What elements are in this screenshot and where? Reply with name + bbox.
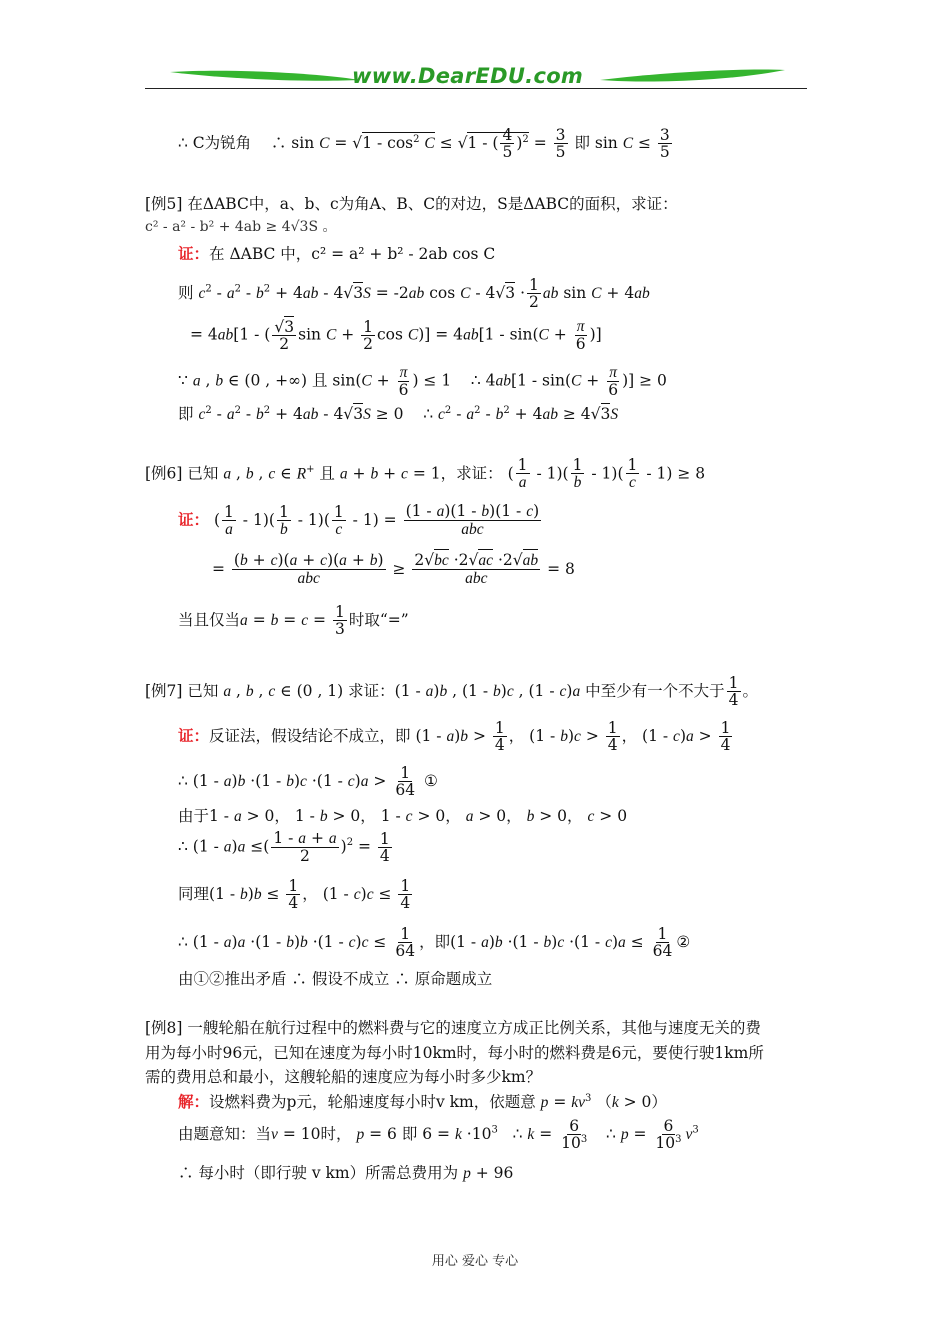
example-5-goal: c² - a² - b² + 4ab ≥ 4√3S 。 [145,219,337,235]
header-divider [145,88,807,89]
example-6-equality: 当且仅当a = b = c = $\frac{1}{3}$ 时取“=” [178,603,409,639]
example-5-proof-line2: 则 $c^2 - a^2 - b^2 + 4ab - 4√3S = -2ab$ cos C - 4√3 · $\frac{1}{2}$ ab sin C + 4ab [178,276,650,312]
example-8-line1: [例8] 一艘轮船在航行过程中的燃料费与它的速度立方成正比例关系，其他与速度无关的费 [145,1019,761,1037]
example-7-proof-line5: 同理(1 - b)b ≤ $\frac{1}{4}$ ， (1 - c)c ≤ $\frac{1}{4}$ [178,877,411,913]
example-5-proof-line4: ∵ a , b ∈ (0 , +∞) 且 sin(C + $\frac{\pi}{6}$ ) ≤ 1 ∴ 4ab[1 - sin(C + $\frac{\pi}{6}$ )] ≥ 0 [178,364,667,400]
acute-angle-line: ∴ C为锐角 ∴ $\sin C = √1 - \cos^2 C \le √1$ - ( $\frac{4}{5}$ )$^2$ = $\frac{3}{5}$ 即 sin C ≤ $\frac{3}{5}$ [178,126,670,162]
proof-label: 证： [178,725,210,745]
example-6-proof-line2: = $\frac{(b + c)(a + c)(a + b)}{\text{abc}}$ ≥ $\frac{2√bc \cdot 2√ac \cdot 2√ab}{\text{abc}}$ = 8 [212,551,575,588]
example-8-line3: 需的费用总和最小，这艘轮船的速度应为每小时多少km？ [145,1068,542,1086]
example-5-proof-line1: 证：在 ΔABC 中，c² = a² + b² - 2ab cos C [178,244,496,263]
proof-label: 证： [178,509,210,529]
example-8-solution-line2: 由题意知：当v = 10时， p = 6 即 $6 = k \cdot 10^3$ ∴ k = $\frac{6}{10^3}$ ∴ p = $\frac{6}{10^3}$ $v^3$ [178,1117,699,1153]
example-7-proof-line3: 由于1 - a > 0， 1 - b > 0， 1 - c > 0， a > 0， b > 0， c > 0 [178,807,628,825]
example-8-solution-line1: 解：设燃料费为p元，轮船速度每小时v km，依题意 $p = kv^3$ （k > 0） [178,1092,667,1112]
example-7-conclusion: 由①②推出矛盾 ∴ 假设不成立 ∴ 原命题成立 [178,970,493,988]
acute-angle-text: ∴ C为锐角 [178,133,252,152]
example-6-proof-line1: 证： ( $\frac{1}{a}$ - 1)( $\frac{1}{b}$ - 1)( $\frac{1}{c}$ - 1) = $\frac{(1 - a)(1 - b)(1 - c)}{\text{abc}}$ [178,502,540,539]
example-5-title: [例5] 在ΔABC中，a、b、c为角A、B、C的对边，S是ΔABC的面积，求证： [145,195,678,213]
example-7-proof-line6: ∴ (1 - a)a ·(1 - b)b ·(1 - c)c ≤ $\frac{1}{64}$ ，即(1 - a)b ·(1 - b)c ·(1 - c)a ≤ $\frac{1}{64}$ ② [178,925,691,961]
proof-label: 证： [178,244,210,263]
example-5-proof-line5: 即 $c^2 - a^2 - b^2 + 4ab - 4√3S \ge 0$ ∴ $c^2 - a^2 - b^2 + 4ab \ge 4√3S$ [178,405,619,424]
example-7-proof-line4: ∴ (1 - a)a ≤( $\frac{1 - a + a}{2}$ )$^2$ = $\frac{1}{4}$ [178,829,390,866]
example-5-proof-line3: = 4ab[1 - ( $\frac{√3}{2}$ sin C + $\frac{1}{2}$ cos C)] = 4ab[1 - sin(C + $\frac{\pi}{6}$ )] [190,317,602,354]
example-7-proof-line2: ∴ (1 - a)b ·(1 - b)c ·(1 - c)a > $\frac{1}{64}$ ① [178,764,438,800]
example-6-title: [例6] 已知 a , b , c ∈ R+ 且 a + b + c = 1，求证： ( $\frac{1}{a}$ - 1)( $\frac{1}{b}$ - 1)( $\frac{1}{c}$ - 1) ≥ 8 [145,456,706,492]
page-footer: 用心 爱心 专心 [431,1254,519,1269]
example-8-line2: 用为每小时96元，已知在速度为每小时10km时，每小时的燃料费是6元，要使行驶1km所 [145,1044,764,1062]
example-7-title: [例7] 已知 a , b , c ∈ (0 , 1) 求证：(1 - a)b , (1 - b)c , (1 - c)a 中至少有一个不大于 $\frac{1}{4}$ 。 [145,674,759,710]
solution-label: 解： [178,1092,210,1112]
example-8-solution-line3: ∴ 每小时（即行驶 v km）所需总费用为 p + 96 [178,1164,514,1182]
example-7-proof-line1: 证：反证法，假设结论不成立，即 (1 - a)b > $\frac{1}{4}$ ， (1 - b)c > $\frac{1}{4}$ ， (1 - c)a > $\frac{1}{4}$ [178,719,731,755]
site-logo[interactable]: www.DearEDU.com [352,64,584,88]
